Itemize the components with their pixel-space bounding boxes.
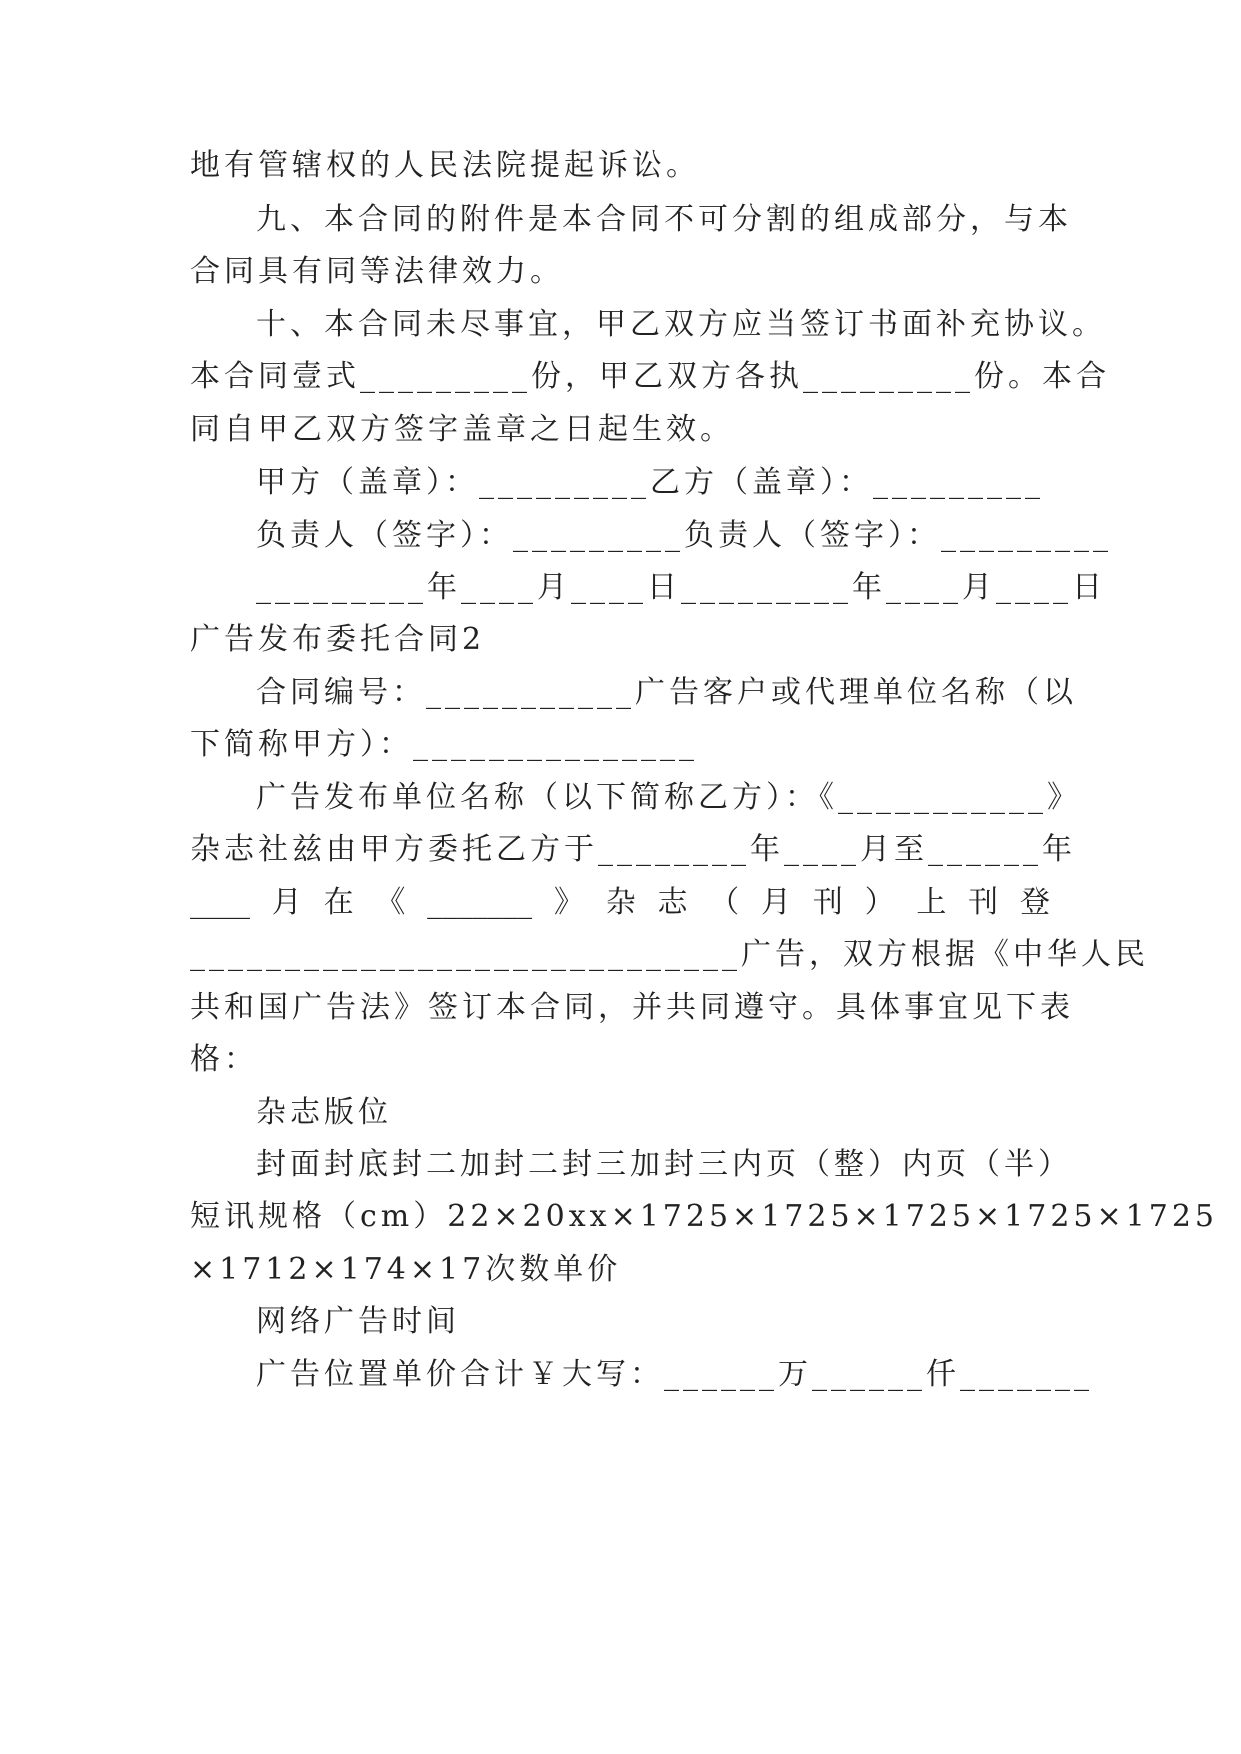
signatory-line: 负责人（签字）：_________负责人（签字）：_________ <box>256 518 1112 553</box>
spec-line-2: ×1712×174×17次数单价 <box>190 1252 622 1287</box>
text-fragment: 志 <box>657 885 688 920</box>
position-list: 封面封底封二加封二封三加封三内页（整）内页（半） <box>256 1147 1072 1182</box>
online-ad-time-heading: 网络广告时间 <box>256 1304 460 1339</box>
text-fragment: ） <box>864 885 895 920</box>
date-line: _________年____月____日_________年____月____日 <box>256 570 1106 605</box>
text-fragment: 》 <box>553 885 584 920</box>
spec-line-1: 短讯规格（cm）22×20xx×1725×1725×1725×1725×1725 <box>190 1199 1218 1234</box>
ad-total-line: 广告位置单价合计￥大写：______万______仟_______ <box>256 1357 1093 1392</box>
text-fragment: 月 <box>761 885 792 920</box>
entrust-line-5: 格： <box>190 1042 258 1077</box>
text-fragment: 杂 <box>605 885 636 920</box>
entrust-line-3: _____________________________广告，双方根据《中华人民 <box>190 937 1149 972</box>
text-fragment: 刊 <box>968 885 999 920</box>
text-fragment: 《 <box>375 885 406 920</box>
text-fragment: ____ <box>190 885 250 920</box>
contract-2-title: 广告发布委托合同2 <box>190 622 486 657</box>
clause-10-line-2: 本合同壹式_________份，甲乙双方各执_________份。本合 <box>190 359 1110 394</box>
party-b-line: 广告发布单位名称（以下简称乙方）：《___________》 <box>256 780 1081 815</box>
entrust-line-4: 共和国广告法》签订本合同，并共同遵守。具体事宜见下表 <box>190 990 1074 1025</box>
text-fragment: 月 <box>271 885 302 920</box>
clause-10-line-3: 同自甲乙双方签字盖章之日起生效。 <box>190 412 734 447</box>
text-fragment: 上 <box>916 885 947 920</box>
text-fragment: _______ <box>427 885 533 920</box>
entrust-line-2 <box>190 883 1050 923</box>
text-fragment: 登 <box>1019 885 1050 920</box>
text-fragment: （ <box>709 885 740 920</box>
contract-number-line: 合同编号：___________广告客户或代理单位名称（以 <box>256 675 1077 710</box>
magazine-position-heading: 杂志版位 <box>256 1095 392 1130</box>
entrust-line-1: 杂志社兹由甲方委托乙方于________年____月至______年 <box>190 832 1076 867</box>
text-fragment: 刊 <box>812 885 843 920</box>
party-seal-line: 甲方（盖章）：_________乙方（盖章）：_________ <box>256 465 1044 500</box>
clause-8-continuation: 地有管辖权的人民法院提起诉讼。 <box>190 148 700 183</box>
clause-9-line-1: 九、本合同的附件是本合同不可分割的组成部分，与本 <box>256 202 1072 237</box>
party-a-line: 下简称甲方）：_______________ <box>190 727 698 762</box>
text-fragment: 在 <box>323 885 354 920</box>
clause-10-line-1: 十、本合同未尽事宜，甲乙双方应当签订书面补充协议。 <box>256 307 1106 342</box>
clause-9-line-2: 合同具有同等法律效力。 <box>190 254 564 289</box>
